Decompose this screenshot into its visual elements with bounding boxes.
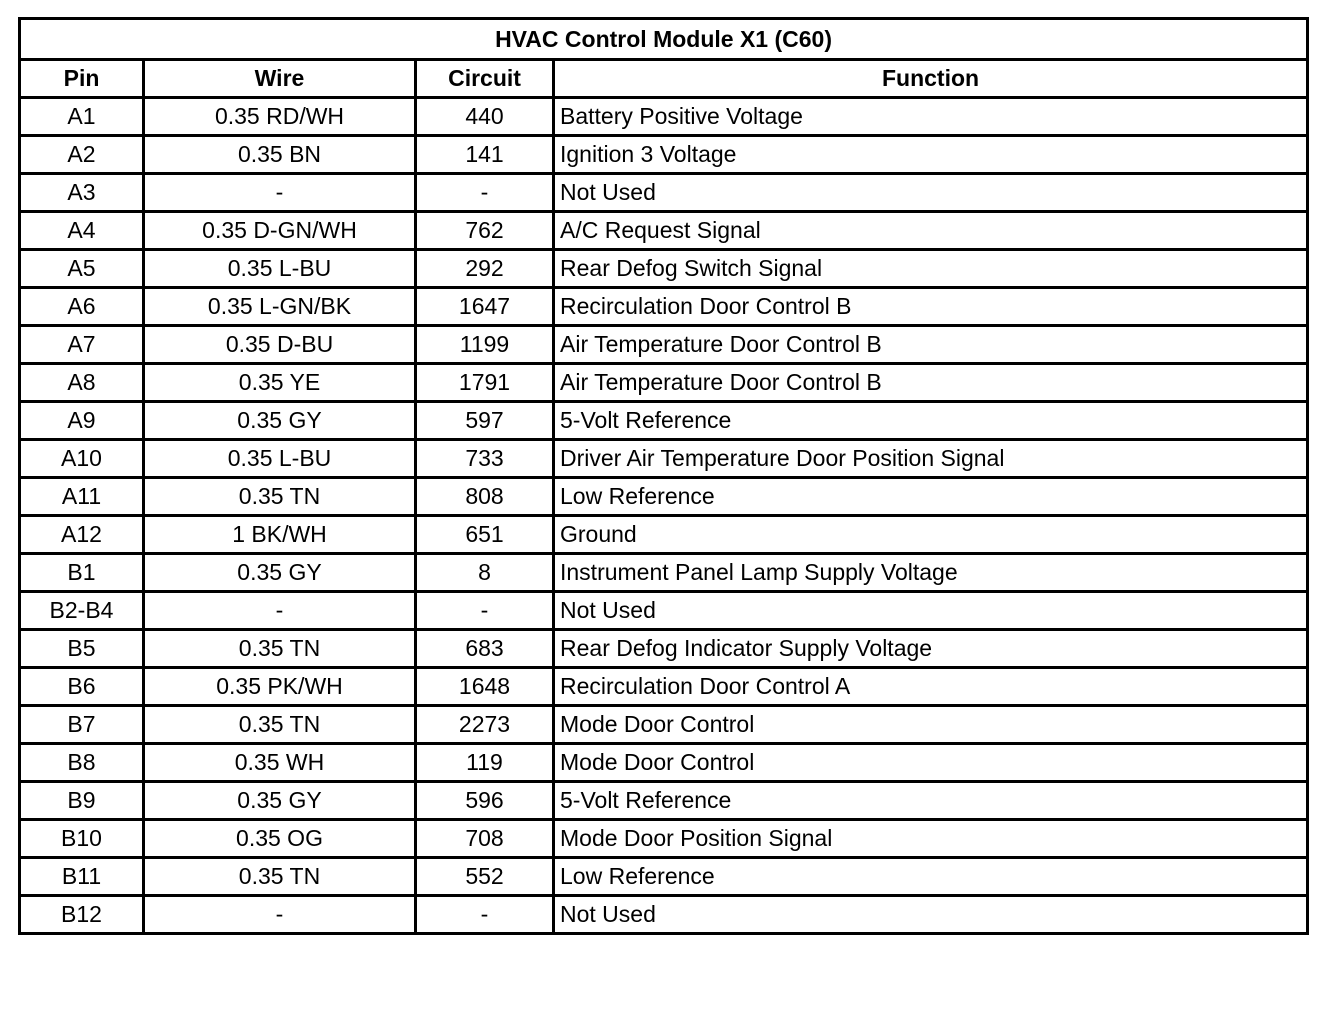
function-cell: Not Used	[554, 896, 1308, 934]
circuit-cell: -	[416, 896, 554, 934]
table-row	[20, 592, 1308, 630]
pin-cell: A10	[20, 440, 144, 478]
circuit-cell: 8	[416, 554, 554, 592]
pin-cell: A11	[20, 478, 144, 516]
circuit-cell: 1648	[416, 668, 554, 706]
pin-cell: A3	[20, 174, 144, 212]
wire-cell: 0.35 L-BU	[144, 250, 416, 288]
table-row	[20, 250, 1308, 288]
wire-cell: 0.35 GY	[144, 402, 416, 440]
table-row	[20, 554, 1308, 592]
wire-cell: 1 BK/WH	[144, 516, 416, 554]
table-row	[20, 668, 1308, 706]
function-cell: Not Used	[554, 592, 1308, 630]
circuit-cell: 808	[416, 478, 554, 516]
circuit-cell: 597	[416, 402, 554, 440]
table-row	[20, 820, 1308, 858]
table-title: HVAC Control Module X1 (C60)	[20, 19, 1308, 60]
wire-column-header: Wire	[144, 60, 416, 98]
table-row	[20, 326, 1308, 364]
circuit-cell: 141	[416, 136, 554, 174]
wire-cell: 0.35 GY	[144, 782, 416, 820]
pin-cell: B8	[20, 744, 144, 782]
circuit-cell: -	[416, 174, 554, 212]
wire-cell: 0.35 BN	[144, 136, 416, 174]
wire-cell: 0.35 WH	[144, 744, 416, 782]
pin-cell: A7	[20, 326, 144, 364]
table-row	[20, 212, 1308, 250]
function-cell: 5-Volt Reference	[554, 402, 1308, 440]
table-row	[20, 478, 1308, 516]
pin-cell: B11	[20, 858, 144, 896]
function-cell: Air Temperature Door Control B	[554, 326, 1308, 364]
table-title-row	[20, 19, 1308, 60]
wire-cell: -	[144, 896, 416, 934]
wire-cell: 0.35 YE	[144, 364, 416, 402]
function-cell: Recirculation Door Control A	[554, 668, 1308, 706]
pin-cell: B5	[20, 630, 144, 668]
circuit-cell: 596	[416, 782, 554, 820]
pin-cell: A12	[20, 516, 144, 554]
table-row	[20, 402, 1308, 440]
pin-cell: A2	[20, 136, 144, 174]
pin-cell: A6	[20, 288, 144, 326]
wire-cell: 0.35 GY	[144, 554, 416, 592]
circuit-column-header: Circuit	[416, 60, 554, 98]
wire-cell: 0.35 TN	[144, 630, 416, 668]
function-cell: Recirculation Door Control B	[554, 288, 1308, 326]
circuit-cell: 733	[416, 440, 554, 478]
wire-cell: 0.35 TN	[144, 706, 416, 744]
circuit-cell: 552	[416, 858, 554, 896]
pin-cell: B6	[20, 668, 144, 706]
pin-column-header: Pin	[20, 60, 144, 98]
function-cell: Low Reference	[554, 858, 1308, 896]
wire-cell: 0.35 D-GN/WH	[144, 212, 416, 250]
circuit-cell: 1647	[416, 288, 554, 326]
function-column-header: Function	[554, 60, 1308, 98]
table-row	[20, 136, 1308, 174]
table-row	[20, 630, 1308, 668]
circuit-cell: 1791	[416, 364, 554, 402]
table-row	[20, 288, 1308, 326]
connector-pinout-table	[18, 17, 1309, 935]
pin-cell: A9	[20, 402, 144, 440]
pin-cell: A4	[20, 212, 144, 250]
wire-cell: 0.35 D-BU	[144, 326, 416, 364]
pin-cell: B9	[20, 782, 144, 820]
function-cell: Mode Door Position Signal	[554, 820, 1308, 858]
circuit-cell: 708	[416, 820, 554, 858]
wire-cell: 0.35 OG	[144, 820, 416, 858]
pin-cell: A8	[20, 364, 144, 402]
pin-cell: A1	[20, 98, 144, 136]
circuit-cell: 762	[416, 212, 554, 250]
pin-cell: B10	[20, 820, 144, 858]
table-row	[20, 896, 1308, 934]
function-cell: Mode Door Control	[554, 706, 1308, 744]
circuit-cell: 651	[416, 516, 554, 554]
table-row	[20, 98, 1308, 136]
wire-cell: 0.35 L-GN/BK	[144, 288, 416, 326]
circuit-cell: -	[416, 592, 554, 630]
wire-cell: 0.35 TN	[144, 858, 416, 896]
table-row	[20, 440, 1308, 478]
circuit-cell: 1199	[416, 326, 554, 364]
table-row	[20, 858, 1308, 896]
pin-cell: A5	[20, 250, 144, 288]
pin-cell: B2-B4	[20, 592, 144, 630]
pin-cell: B1	[20, 554, 144, 592]
table-row	[20, 174, 1308, 212]
table-row	[20, 744, 1308, 782]
wire-cell: 0.35 RD/WH	[144, 98, 416, 136]
function-cell: Not Used	[554, 174, 1308, 212]
function-cell: Driver Air Temperature Door Position Signal	[554, 440, 1308, 478]
circuit-cell: 2273	[416, 706, 554, 744]
table-row	[20, 782, 1308, 820]
function-cell: 5-Volt Reference	[554, 782, 1308, 820]
function-cell: Air Temperature Door Control B	[554, 364, 1308, 402]
wire-cell: 0.35 PK/WH	[144, 668, 416, 706]
function-cell: A/C Request Signal	[554, 212, 1308, 250]
circuit-cell: 119	[416, 744, 554, 782]
function-cell: Instrument Panel Lamp Supply Voltage	[554, 554, 1308, 592]
function-cell: Ignition 3 Voltage	[554, 136, 1308, 174]
circuit-cell: 292	[416, 250, 554, 288]
pin-cell: B12	[20, 896, 144, 934]
function-cell: Mode Door Control	[554, 744, 1308, 782]
function-cell: Rear Defog Indicator Supply Voltage	[554, 630, 1308, 668]
circuit-cell: 683	[416, 630, 554, 668]
circuit-cell: 440	[416, 98, 554, 136]
table-row	[20, 364, 1308, 402]
function-cell: Rear Defog Switch Signal	[554, 250, 1308, 288]
function-cell: Low Reference	[554, 478, 1308, 516]
table-header-row	[20, 60, 1308, 98]
function-cell: Ground	[554, 516, 1308, 554]
table-row	[20, 516, 1308, 554]
table-row	[20, 706, 1308, 744]
wire-cell: -	[144, 174, 416, 212]
pin-cell: B7	[20, 706, 144, 744]
function-cell: Battery Positive Voltage	[554, 98, 1308, 136]
wire-cell: 0.35 L-BU	[144, 440, 416, 478]
wire-cell: 0.35 TN	[144, 478, 416, 516]
wire-cell: -	[144, 592, 416, 630]
